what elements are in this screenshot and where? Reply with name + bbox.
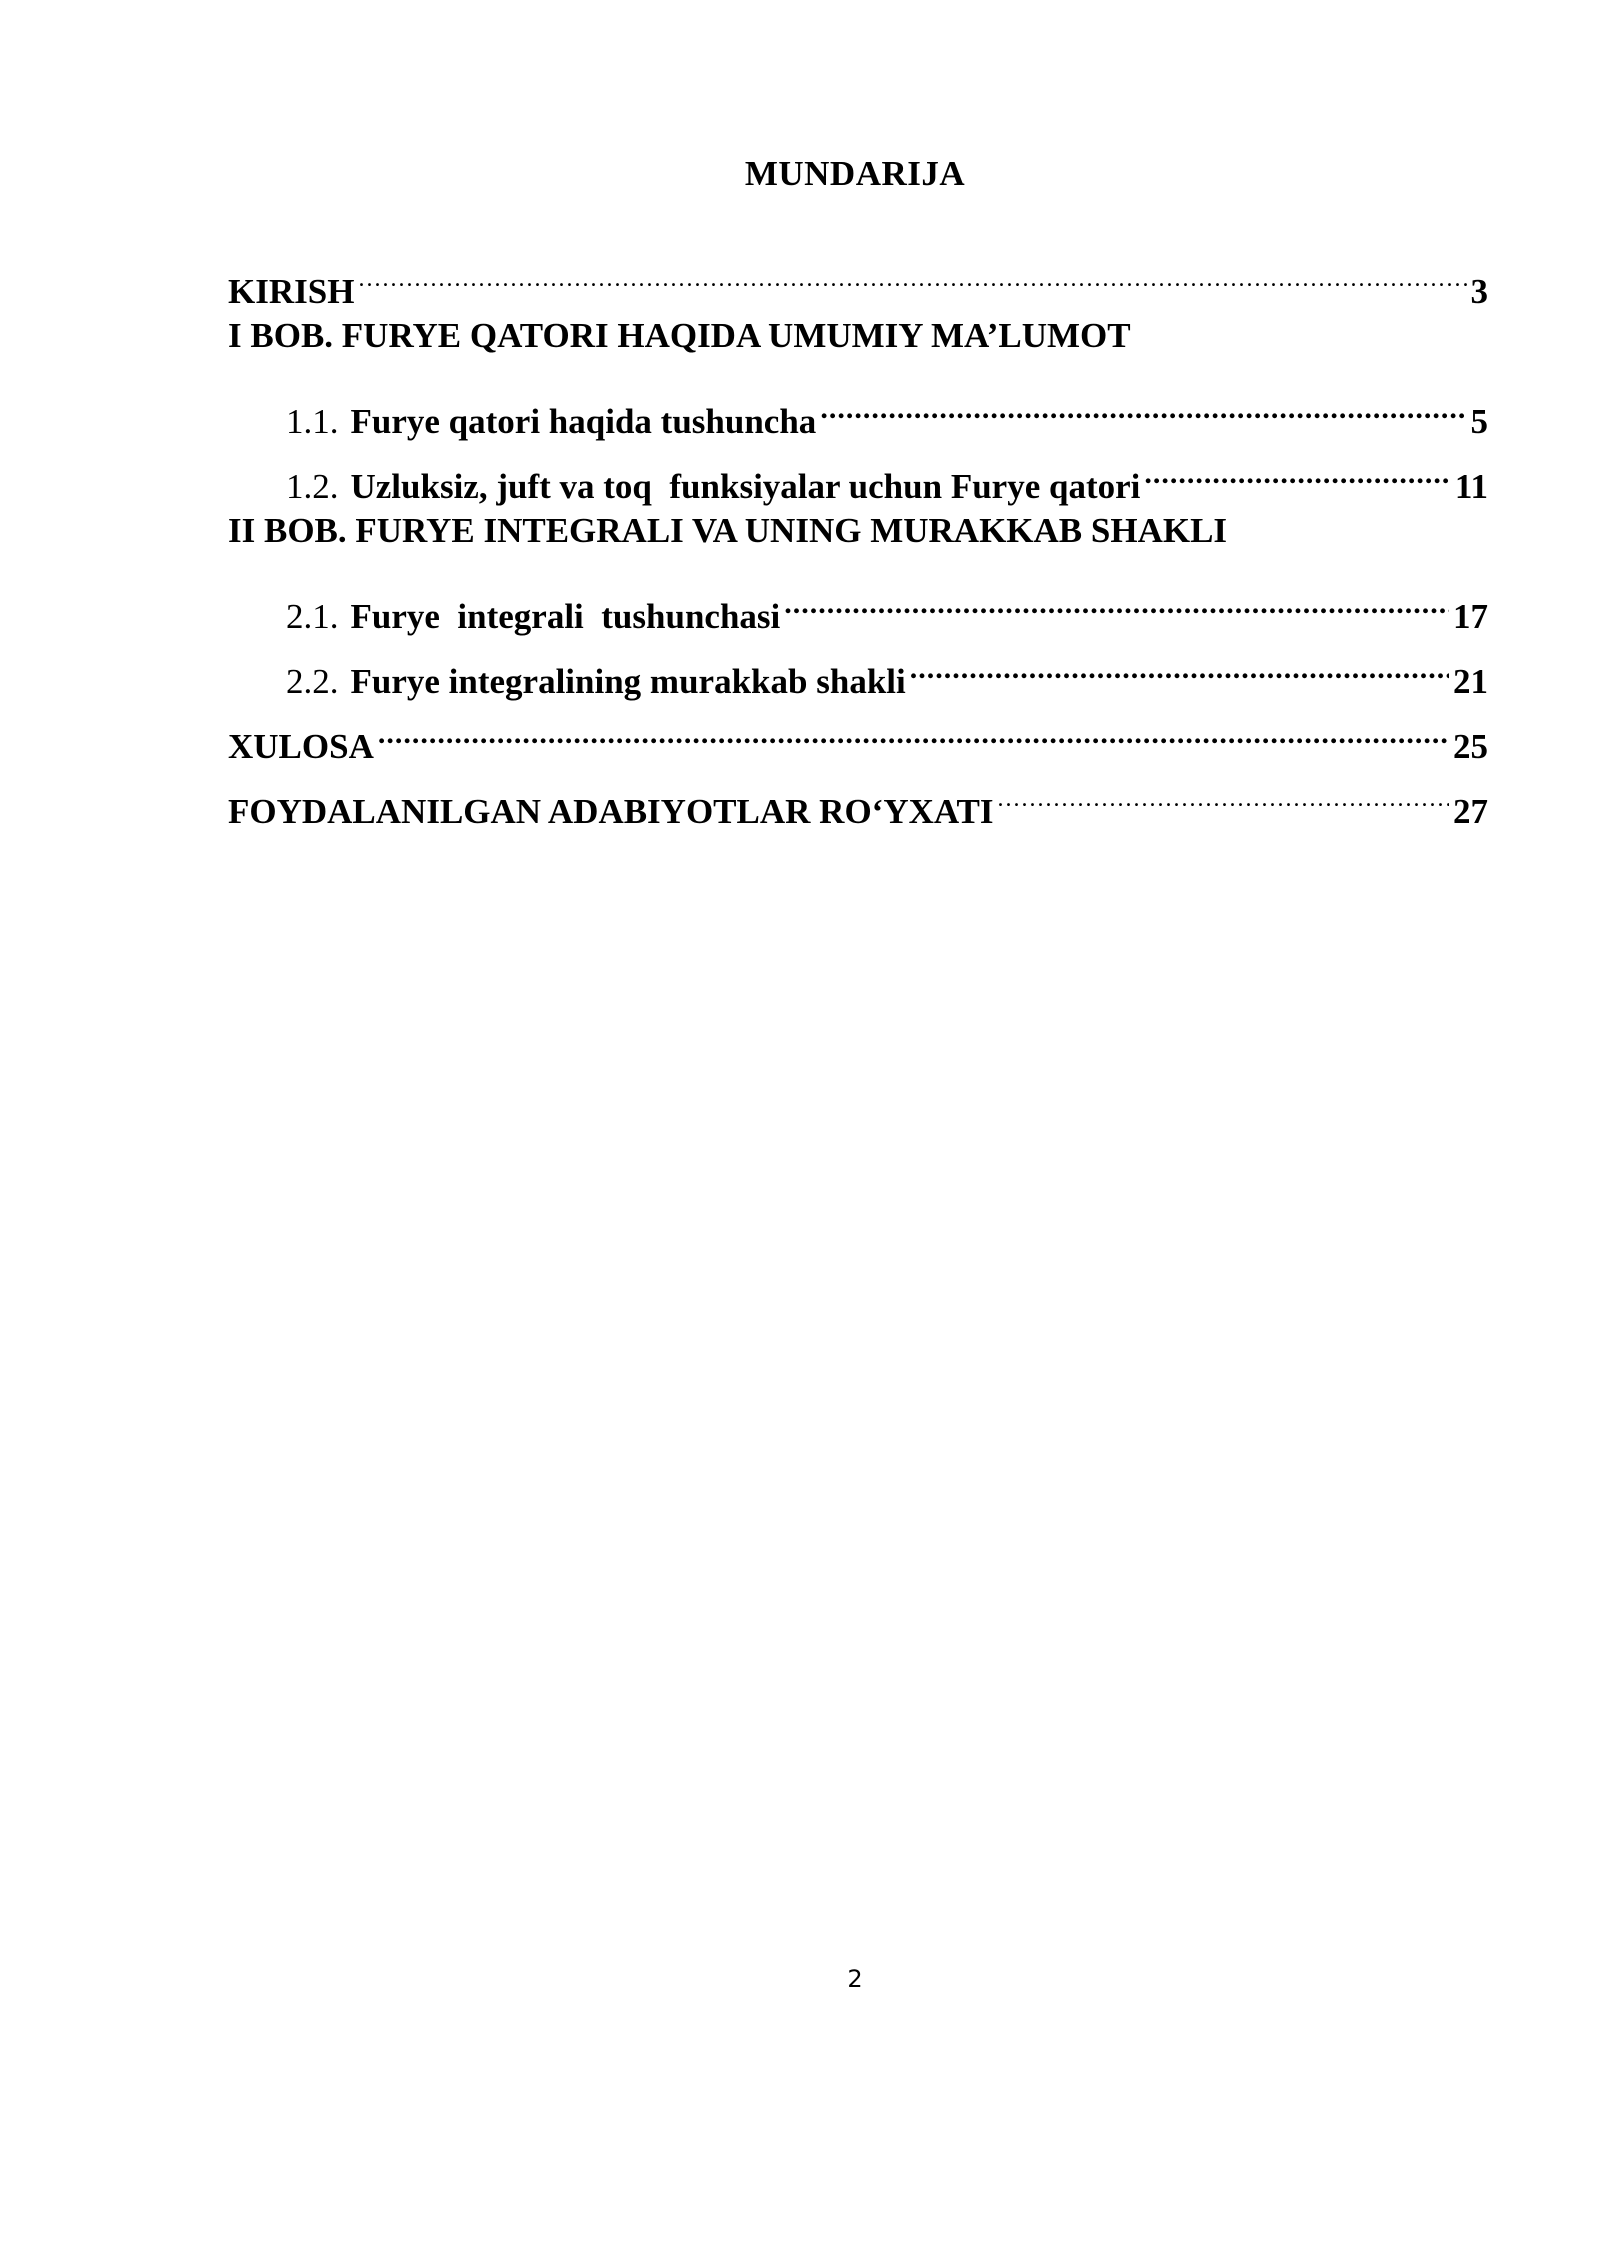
toc-entry-label: FOYDALANILGAN ADABIYOTLAR RO‘YXATI [228, 792, 994, 831]
toc-entry-1-1[interactable] [228, 368, 1488, 441]
toc-entry-label: Furye qatori haqida tushuncha [350, 402, 817, 441]
toc-entry-number: 2.2. [286, 662, 339, 701]
toc-entry-page: 21 [1453, 662, 1488, 701]
page-number: 2 [847, 1965, 863, 1993]
toc-entry-label: Uzluksiz, juft va toq funksiyalar uchun Furye qatori [350, 467, 1141, 506]
toc-entry-chapter-2[interactable] [228, 498, 1488, 563]
page-title: MUNDARIJA [744, 154, 966, 193]
toc-entry-page: 17 [1453, 597, 1488, 636]
toc-entry-number: 2.1. [286, 597, 339, 636]
toc-entry-label: I BOB. FURYE QATORI HAQIDA UMUMIY MA’LUMOT [228, 316, 1131, 355]
toc-entry-label: KIRISH [228, 272, 355, 311]
table-of-contents [228, 238, 1488, 831]
toc-entry-adabiyotlar[interactable] [228, 758, 1488, 831]
toc-entry-page: 3 [1470, 272, 1488, 311]
toc-entry-number: 1.2. [286, 467, 339, 506]
toc-entry-page: 27 [1453, 792, 1488, 831]
toc-entry-xulosa[interactable] [228, 693, 1488, 766]
toc-leader-dots [1144, 433, 1451, 498]
toc-leader-dots [820, 368, 1466, 433]
toc-entry-page: 5 [1470, 402, 1488, 441]
toc-entry-page: 25 [1453, 727, 1488, 766]
toc-entry-page: 11 [1454, 467, 1488, 506]
toc-entry-label: XULOSA [228, 727, 374, 766]
toc-leader-dots [998, 758, 1449, 823]
toc-entry-label: Furye integrali tushunchasi [350, 597, 781, 636]
toc-leader-dots [378, 693, 1449, 758]
toc-entry-label: Furye integralining murakkab shakli [350, 662, 906, 701]
toc-entry-chapter-1[interactable] [228, 303, 1488, 368]
toc-leader-dots [358, 238, 1466, 303]
toc-entry-2-1[interactable] [228, 563, 1488, 636]
toc-entry-number: 1.1. [286, 402, 339, 441]
toc-leader-dots [784, 563, 1449, 628]
toc-entry-kirish[interactable] [228, 238, 1488, 311]
toc-entry-label: II BOB. FURYE INTEGRALI VA UNING MURAKKAB SHAKLI [228, 511, 1228, 550]
toc-leader-dots [910, 628, 1449, 693]
